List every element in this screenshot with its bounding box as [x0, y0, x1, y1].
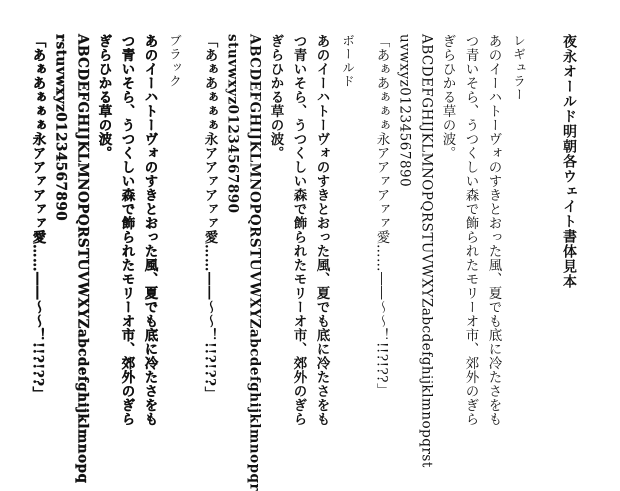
- black-latin-line-1: ABCDEFGHIJKLMNOPQRSTUVWXYZabcdefghijklmnopq: [74, 34, 91, 484]
- bold-line-2: つ青いそら、うつくしい森で飾られたモリーオ市、郊外のぎら: [290, 34, 307, 426]
- section-heading-black: ブラック: [167, 34, 183, 88]
- black-line-2: つ青いそら、うつくしい森で飾られたモリーオ市、郊外のぎら: [118, 34, 135, 426]
- regular-latin-line-1: ABCDEFGHIJKLMNOPQRSTUVWXYZabcdefghijklmnopqrst: [418, 34, 435, 468]
- black-line-1: あのイーハトーヴォのすきとおった風、夏でも底に冷たさをも: [141, 34, 158, 426]
- bold-latin-line-1: ABCDEFGHIJKLMNOPQRSTUVWXYZabcdefghijklmnopqr: [246, 34, 263, 491]
- bold-symbols-line: 「あぁあぁぁぁ永アアァアァァ愛……――〜〜！!!?!??」: [201, 34, 218, 401]
- black-symbols-line: 「あぁあぁぁぁ永アアァアァァ愛……――〜〜！!!?!??」: [29, 34, 46, 401]
- regular-latin-line-2: uvwxyz01234567890: [396, 34, 413, 188]
- regular-symbols-line: 「あぁあぁぁぁ永アアァアァァ愛……――〜〜！!!?!??」: [373, 34, 390, 397]
- section-heading-regular: レギュラー: [511, 34, 527, 102]
- regular-line-3: ぎらひかる草の波。: [439, 34, 456, 160]
- black-latin-line-2: rstuvwxyz01234567890: [52, 34, 69, 222]
- section-heading-bold: ボールド: [340, 34, 356, 88]
- regular-line-1: あのイーハトーヴォのすきとおった風、夏でも底に冷たさをも: [485, 34, 502, 426]
- black-line-3: ぎらひかる草の波。: [95, 34, 112, 160]
- page-title: 夜永オールド明朝各ウェイト書体見本: [561, 34, 577, 289]
- bold-latin-line-2: stuvwxyz01234567890: [224, 34, 241, 214]
- bold-line-3: ぎらひかる草の波。: [267, 34, 284, 160]
- regular-line-2: つ青いそら、うつくしい森で飾られたモリーオ市、郊外のぎら: [462, 34, 479, 426]
- bold-line-1: あのイーハトーヴォのすきとおった風、夏でも底に冷たさをも: [313, 34, 330, 426]
